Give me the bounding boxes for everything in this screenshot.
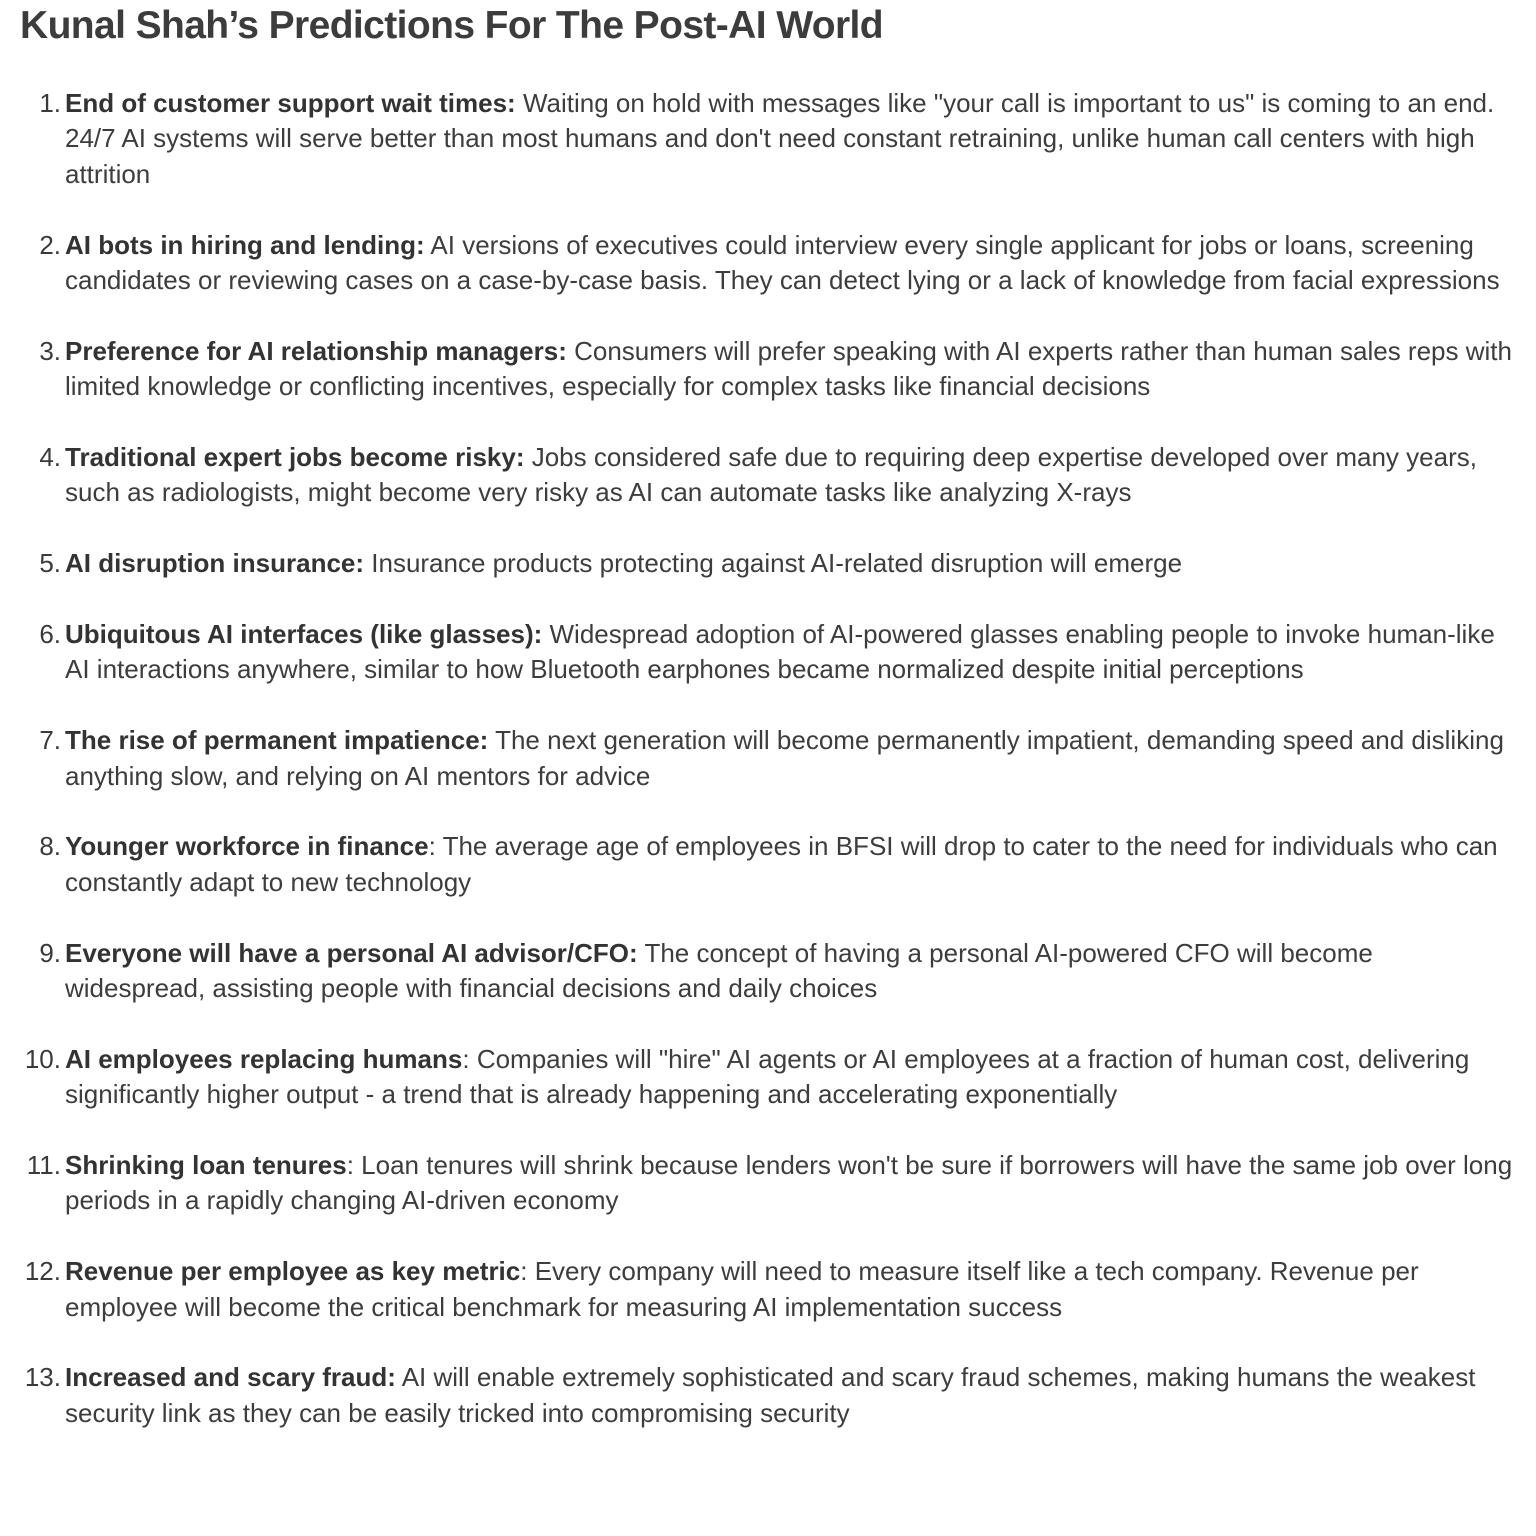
item-term: AI employees replacing humans <box>65 1043 463 1074</box>
item-separator: : <box>428 831 436 862</box>
item-term: Shrinking loan tenures <box>65 1150 347 1181</box>
item-number: 9. <box>39 937 61 968</box>
item-description: Consumers will prefer speaking with AI experts rather than human sales reps with limited knowledge or conflicting incentives, especially for complex tasks like financial decisions <box>65 335 1512 402</box>
item-description: The next generation will become permanently impatient, demanding speed and disliking anything slow, and relying on AI mentors for advice <box>65 725 1504 791</box>
item-term: End of customer support wait times: <box>65 88 516 118</box>
item-description: The concept of having a personal AI-powered CFO will become widespread, assisting people with financial decisions and daily choices <box>65 937 1373 1004</box>
list-item <box>20 1148 1518 1219</box>
item-description: The average age of employees in BFSI will drop to cater to the need for individuals who can constantly adapt to new technology <box>65 831 1498 897</box>
item-number: 13. <box>24 1362 61 1393</box>
list-item <box>20 1042 1518 1113</box>
item-description: AI versions of executives could interview every single applicant for jobs or loans, screening candidates or reviewing cases on a case-by-case basis. They can detect lying or a lack of knowledge from facial expressions <box>65 229 1500 296</box>
item-description: Waiting on hold with messages like "your call is important to us" is coming to an end. 24/7 AI systems will serve better than most humans and don't need constant retraining, unlike human call centers with high attrition <box>65 88 1495 189</box>
item-number: 7. <box>39 725 61 756</box>
list-item <box>20 334 1518 405</box>
item-separator: : <box>520 1256 528 1287</box>
item-separator: : <box>346 1150 354 1181</box>
item-number: 3. <box>39 335 61 366</box>
item-number: 5. <box>39 548 61 579</box>
prediction-list <box>20 86 1518 1467</box>
item-term: The rise of permanent impatience: <box>65 725 489 756</box>
item-description: Jobs considered safe due to requiring deep expertise developed over many years, such as radiologists, might become very risky as AI can automate tasks like analyzing X-rays <box>65 442 1477 508</box>
item-number: 11. <box>26 1150 61 1181</box>
item-description: Every company will need to measure itself like a tech company. Revenue per employee will become the critical benchmark for measuring AI implementation success <box>65 1256 1419 1322</box>
item-term: AI disruption insurance: <box>65 548 365 579</box>
item-separator: : <box>462 1043 470 1074</box>
list-item <box>20 546 1518 581</box>
item-number: 8. <box>39 831 61 862</box>
list-item <box>20 936 1518 1007</box>
item-description: Widespread adoption of AI-powered glasses enabling people to invoke human-like AI interactions anywhere, similar to how Bluetooth earphones became normalized despite initial perceptions <box>65 619 1495 685</box>
item-term: Younger workforce in finance <box>65 831 429 862</box>
list-item <box>20 228 1518 299</box>
item-number: 12. <box>24 1256 61 1287</box>
page-title: Kunal Shah’s Predictions For The Post-AI World <box>20 4 883 47</box>
list-item <box>20 1254 1518 1325</box>
list-item <box>20 86 1518 192</box>
item-number: 4. <box>39 442 61 473</box>
item-term: Ubiquitous AI interfaces (like glasses): <box>65 619 543 650</box>
item-term: Increased and scary fraud: <box>65 1362 396 1393</box>
item-term: Traditional expert jobs become risky: <box>65 442 525 473</box>
item-number: 10. <box>24 1043 61 1074</box>
item-description: Insurance products protecting against AI-related disruption will emerge <box>364 548 1183 579</box>
item-term: AI bots in hiring and lending: <box>65 229 425 260</box>
item-number: 2. <box>39 229 61 260</box>
item-term: Revenue per employee as key metric <box>65 1256 521 1287</box>
item-description: Companies will "hire" AI agents or AI employees at a fraction of human cost, delivering significantly higher output - a trend that is already happening and accelerating exponentially <box>65 1043 1470 1110</box>
list-item <box>20 1360 1518 1431</box>
item-description: AI will enable extremely sophisticated and scary fraud schemes, making humans the weakest security link as they can be easily tricked into compromising security <box>65 1362 1476 1428</box>
item-number: 6. <box>39 619 61 650</box>
list-item <box>20 723 1518 794</box>
list-item <box>20 829 1518 900</box>
item-number: 1. <box>39 88 61 118</box>
list-item <box>20 440 1518 511</box>
item-term: Everyone will have a personal AI advisor/CFO: <box>65 937 638 968</box>
item-term: Preference for AI relationship managers: <box>65 335 567 366</box>
item-description: Loan tenures will shrink because lenders won't be sure if borrowers will have the same job over long periods in a rapidly changing AI-driven economy <box>65 1150 1513 1216</box>
list-item <box>20 617 1518 688</box>
